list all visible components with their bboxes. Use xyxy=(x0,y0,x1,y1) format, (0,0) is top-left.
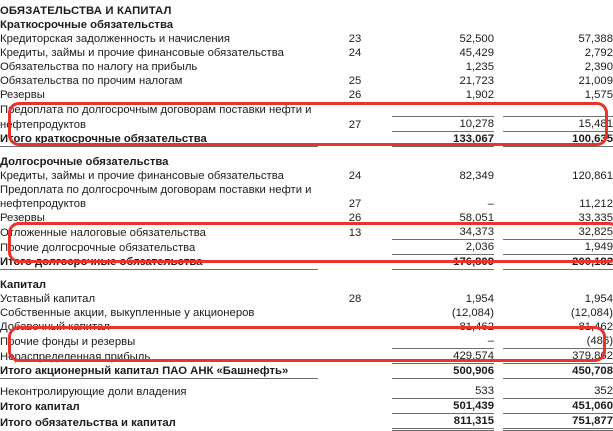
row-note xyxy=(318,320,392,334)
row-label: Обязательства по прочим налогам xyxy=(0,75,183,87)
row-label: Нераспределенная прибыль xyxy=(0,350,151,363)
table-row-total-current-liabilities xyxy=(0,132,613,147)
blank-note xyxy=(318,155,392,169)
row-value-2: 33,335 xyxy=(578,212,613,224)
row-note xyxy=(318,102,392,117)
group-heading-equity xyxy=(0,278,613,292)
row-note xyxy=(318,240,392,255)
row-value-1: 21,723 xyxy=(459,75,494,87)
row-note: 24 xyxy=(348,170,362,182)
blank-v2 xyxy=(503,278,613,292)
row-value-2: 2,390 xyxy=(584,61,613,73)
row-label: Обязательства по налогу на прибыль xyxy=(0,61,198,73)
table-row xyxy=(0,88,613,102)
row-value-1: 58,051 xyxy=(459,212,494,224)
row-value-1: – xyxy=(487,335,494,347)
row-value-1: 1,902 xyxy=(465,89,494,101)
row-label: Отложенные налоговые обязательства xyxy=(0,226,206,239)
row-gap xyxy=(494,197,503,211)
row-value-2: 451,060 xyxy=(503,399,613,414)
row-note: 26 xyxy=(348,212,362,224)
table-row-total-long-term-liabilities xyxy=(0,255,613,270)
group-heading-label: Краткосрочные обязательства xyxy=(0,19,174,31)
row-note xyxy=(318,384,392,399)
section-title-row xyxy=(0,4,613,18)
row-note xyxy=(318,349,392,364)
table-row xyxy=(0,349,613,364)
row-label: Итого краткосрочные обязательства xyxy=(0,133,207,145)
table-row xyxy=(0,225,613,240)
spacer-row xyxy=(0,270,613,279)
table-row-total-equity-parent xyxy=(0,364,613,379)
row-value-1 xyxy=(392,183,494,197)
row-value-1: 176,809 xyxy=(392,255,494,270)
row-gap xyxy=(494,74,503,88)
spacer-v1 xyxy=(392,270,494,279)
row-note xyxy=(318,183,392,197)
row-value-1: 500,906 xyxy=(392,364,494,379)
row-note xyxy=(318,399,392,414)
row-value-1: 429,574 xyxy=(392,349,494,364)
row-note: 25 xyxy=(348,75,362,87)
table-row xyxy=(0,292,613,306)
spacer-note xyxy=(318,270,392,279)
row-label: Кредиторская задолженность и начисления xyxy=(0,33,231,45)
spacer-label xyxy=(0,270,318,279)
row-note: 28 xyxy=(348,293,362,305)
row-value-1: 1,954 xyxy=(465,293,494,305)
row-value-1: 10,278 xyxy=(392,117,494,132)
row-value-1: 82,349 xyxy=(459,170,494,182)
row-value-2: (486) xyxy=(586,335,613,347)
table-row xyxy=(0,211,613,225)
row-note: 26 xyxy=(348,89,362,101)
row-value-1 xyxy=(392,102,494,117)
row-note: 27 xyxy=(348,198,362,210)
blank-v1 xyxy=(392,155,494,169)
blank-v1 xyxy=(392,18,494,32)
row-value-2 xyxy=(503,183,613,197)
row-value-1: 45,429 xyxy=(459,47,494,59)
row-value-2: 200,182 xyxy=(503,255,613,270)
row-value-1: 811,315 xyxy=(392,414,494,430)
blank-v1 xyxy=(392,278,494,292)
title-gap xyxy=(494,4,503,18)
group-heading-current-liabilities xyxy=(0,18,613,32)
table-row xyxy=(0,306,613,320)
row-value-2: 21,009 xyxy=(578,75,613,87)
row-value-2: 11,212 xyxy=(579,198,613,210)
row-value-2 xyxy=(503,102,613,117)
table-row xyxy=(0,197,613,211)
table-row xyxy=(0,46,613,60)
row-value-1: (12,084) xyxy=(451,307,494,319)
row-note: 13 xyxy=(348,226,362,239)
table-row xyxy=(0,169,613,183)
title-v2-blank xyxy=(503,4,613,18)
row-gap xyxy=(494,169,503,183)
title-note-blank xyxy=(318,4,392,18)
row-gap xyxy=(494,225,503,240)
row-label: Кредиты, займы и прочие финансовые обязательства xyxy=(0,170,284,182)
row-value-1: 81,462 xyxy=(459,321,494,333)
spacer-v2 xyxy=(503,147,613,156)
row-label: Прочие фонды и резервы xyxy=(0,335,136,348)
title-v1-blank xyxy=(392,4,494,18)
row-label: Собственные акции, выкупленные у акционеров xyxy=(0,307,255,319)
row-note xyxy=(318,364,392,379)
row-value-1: 2,036 xyxy=(392,240,494,255)
page-title: ОБЯЗАТЕЛЬСТВА И КАПИТАЛ xyxy=(0,5,172,17)
table-row xyxy=(0,74,613,88)
spacer-note xyxy=(318,147,392,156)
table-row xyxy=(0,240,613,255)
spacer-gap xyxy=(494,270,503,279)
row-label: нефтепродуктов xyxy=(0,198,86,210)
row-value-2: 57,388 xyxy=(578,33,613,45)
row-gap xyxy=(494,88,503,102)
table-row-total-equity xyxy=(0,399,613,414)
table-row xyxy=(0,384,613,399)
row-value-1: 52,500 xyxy=(459,33,494,45)
spacer-row xyxy=(0,147,613,156)
table-row xyxy=(0,320,613,334)
row-gap xyxy=(494,384,503,399)
table-row xyxy=(0,60,613,74)
row-value-2: 15,481 xyxy=(503,117,613,132)
row-value-2: 1,575 xyxy=(584,89,613,101)
spacer-v1 xyxy=(392,147,494,156)
row-value-2: 450,708 xyxy=(503,364,613,379)
row-note: 24 xyxy=(348,47,362,59)
row-label: Добавочный капитал xyxy=(0,321,110,333)
row-label: Итого долгосрочные обязательства xyxy=(0,256,203,268)
row-gap xyxy=(494,320,503,334)
row-gap xyxy=(494,102,503,117)
row-note xyxy=(318,60,392,74)
row-value-1: 34,373 xyxy=(459,226,494,238)
table-row xyxy=(0,102,613,117)
blank-gap xyxy=(494,18,503,32)
row-gap xyxy=(494,306,503,320)
spacer-gap xyxy=(494,147,503,156)
group-heading-long-term-liabilities xyxy=(0,155,613,169)
row-value-1: 533 xyxy=(475,385,494,397)
row-value-2: 2,792 xyxy=(584,47,613,59)
group-heading-label: Капитал xyxy=(0,279,47,291)
row-value-2: 1,954 xyxy=(584,293,613,305)
row-label: Резервы xyxy=(0,89,45,101)
row-gap xyxy=(494,349,503,364)
row-value-2: 81,462 xyxy=(578,321,613,333)
row-gap xyxy=(494,334,503,349)
row-value-1: 501,439 xyxy=(392,399,494,414)
blank-v2 xyxy=(503,18,613,32)
row-value-2: 32,825 xyxy=(578,226,613,238)
row-gap xyxy=(494,46,503,60)
row-gap xyxy=(494,240,503,255)
row-label: Предоплата по долгосрочным договорам поставки нефти и xyxy=(0,103,312,116)
row-gap xyxy=(494,211,503,225)
row-gap xyxy=(494,32,503,46)
blank-v2 xyxy=(503,155,613,169)
blank-note xyxy=(318,278,392,292)
spacer-label xyxy=(0,147,318,156)
row-value-2: 751,877 xyxy=(503,414,613,430)
row-note xyxy=(318,306,392,320)
liabilities-and-equity-table xyxy=(0,4,613,431)
row-gap xyxy=(494,117,503,132)
row-value-2: 120,861 xyxy=(572,170,613,182)
row-label: Итого акционерный капитал ПАО АНК «Башнефть» xyxy=(0,365,289,377)
blank-note xyxy=(318,18,392,32)
table-row xyxy=(0,334,613,349)
row-value-2: 379,862 xyxy=(503,349,613,364)
row-value-2: 352 xyxy=(594,385,613,397)
blank-gap xyxy=(494,155,503,169)
row-note: 27 xyxy=(348,118,362,131)
row-gap xyxy=(494,60,503,74)
row-note xyxy=(318,132,392,147)
row-label: Уставный капитал xyxy=(0,293,96,305)
row-label: Итого капитал xyxy=(0,400,80,413)
row-gap xyxy=(494,292,503,306)
row-label: Неконтролирующие доли владения xyxy=(0,385,187,398)
row-value-1: 133,067 xyxy=(392,132,494,147)
row-label: нефтепродуктов xyxy=(0,118,86,131)
table-row xyxy=(0,183,613,197)
row-value-2: 1,949 xyxy=(503,240,613,255)
row-gap xyxy=(494,183,503,197)
row-label: Предоплата по долгосрочным договорам поставки нефти и xyxy=(0,184,312,196)
row-value-2: (12,084) xyxy=(570,307,613,319)
spacer-v2 xyxy=(503,270,613,279)
row-value-1: – xyxy=(487,198,494,210)
row-gap xyxy=(494,255,503,270)
row-label: Кредиты, займы и прочие финансовые обязательства xyxy=(0,47,284,59)
row-label: Прочие долгосрочные обязательства xyxy=(0,241,196,254)
table-row xyxy=(0,117,613,132)
row-label: Итого обязательства и капитал xyxy=(0,416,176,429)
row-gap xyxy=(494,399,503,414)
row-value-2: 100,635 xyxy=(503,132,613,147)
row-gap xyxy=(494,132,503,147)
row-note xyxy=(318,255,392,270)
row-note: 23 xyxy=(348,33,362,45)
row-gap xyxy=(494,364,503,379)
row-value-1: 1,235 xyxy=(465,61,494,73)
table-row xyxy=(0,32,613,46)
group-heading-label: Долгосрочные обязательства xyxy=(0,156,169,168)
row-note xyxy=(318,334,392,349)
blank-gap xyxy=(494,278,503,292)
row-label: Резервы xyxy=(0,212,45,224)
